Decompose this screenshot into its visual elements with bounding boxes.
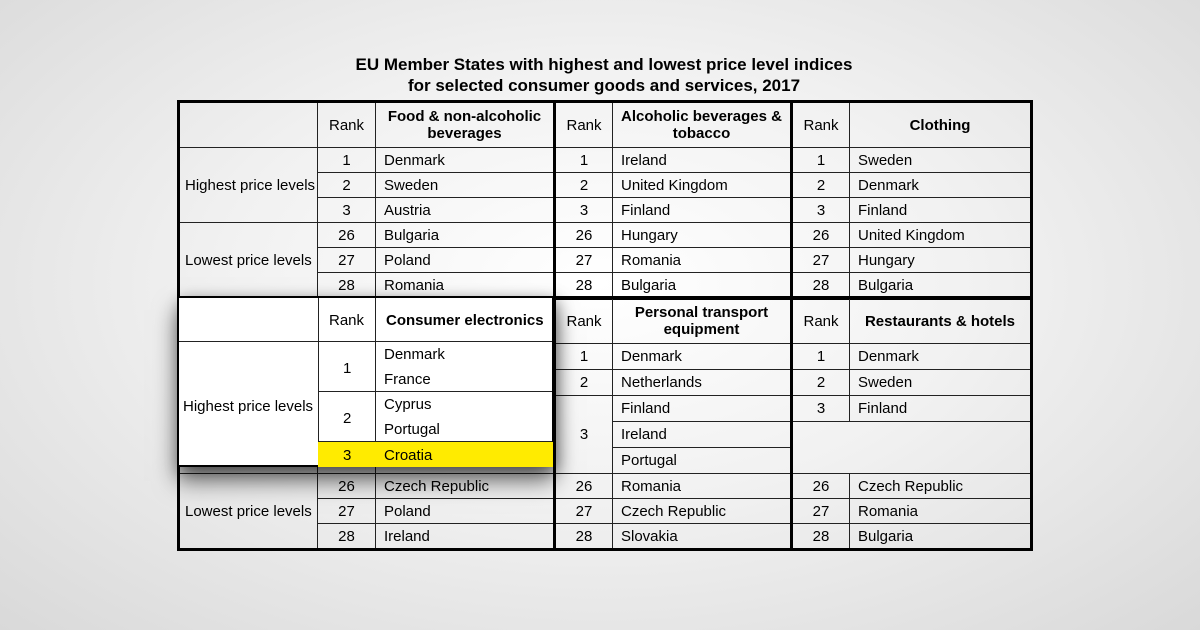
table-row <box>179 148 1032 173</box>
row-group-lowest: Lowest price levels <box>179 223 318 299</box>
rank-cell: 2 <box>792 370 850 396</box>
country-cell: Czech Republic <box>376 474 555 499</box>
country-cell: Sweden <box>850 370 1032 396</box>
country-cell: Portugal <box>613 448 792 474</box>
country-cell: United Kingdom <box>850 223 1032 248</box>
rank-header: Rank <box>792 298 850 344</box>
row-group-lowest: Lowest price levels <box>179 474 318 550</box>
chart-title <box>178 54 1030 96</box>
country-cell: Bulgaria <box>850 273 1032 299</box>
country-cell: Denmark <box>850 344 1032 370</box>
rank-cell: 27 <box>318 248 376 273</box>
category-header-food: Food & non-alcoholic beverages <box>376 102 555 148</box>
country-cell: Poland <box>376 499 555 524</box>
country-cell: Romania <box>376 273 555 299</box>
rank-cell: 2 <box>343 410 352 427</box>
rank-cell: 26 <box>792 223 850 248</box>
empty-cell <box>792 422 1032 474</box>
country-cell: Cyprus <box>384 396 432 413</box>
rank-cell: 2 <box>555 173 613 198</box>
rank-cell: 1 <box>792 148 850 173</box>
country-cell: Finland <box>850 198 1032 223</box>
rank-cell: 26 <box>555 474 613 499</box>
country-cell: Slovakia <box>613 524 792 550</box>
country-cell: Portugal <box>384 421 440 438</box>
country-cell: Sweden <box>850 148 1032 173</box>
consumer-electronics-highlight-panel <box>177 296 554 467</box>
divider <box>375 298 376 465</box>
country-cell: Ireland <box>613 422 792 448</box>
category-header-alcohol: Alcoholic beverages & tobacco <box>613 102 792 148</box>
category-header-electronics: Consumer electronics <box>386 312 544 329</box>
category-header-transport: Personal transport equipment <box>613 298 792 344</box>
rank-cell: 27 <box>792 499 850 524</box>
rank-cell: 26 <box>792 474 850 499</box>
row-group-highest: Highest price levels <box>183 398 314 415</box>
country-cell: Ireland <box>613 148 792 173</box>
country-cell: Czech Republic <box>850 474 1032 499</box>
rank-header: Rank <box>555 298 613 344</box>
rank-cell: 26 <box>318 223 376 248</box>
rank-cell: 1 <box>555 344 613 370</box>
rank-cell: 28 <box>318 524 376 550</box>
divider <box>179 341 552 342</box>
row-group-highest: Highest price levels <box>179 148 318 223</box>
rank-cell: 26 <box>555 223 613 248</box>
rank-cell: 3 <box>318 198 376 223</box>
rank-cell: 28 <box>555 273 613 299</box>
country-cell: Denmark <box>850 173 1032 198</box>
rank-cell: 1 <box>318 148 376 173</box>
country-cell: Austria <box>376 198 555 223</box>
rank-cell: 2 <box>318 173 376 198</box>
rank-header: Rank <box>555 102 613 148</box>
rank-cell: 27 <box>555 499 613 524</box>
rank-cell: 1 <box>343 360 352 377</box>
corner-cell <box>179 102 318 148</box>
country-cell: Netherlands <box>613 370 792 396</box>
country-cell: Romania <box>613 248 792 273</box>
country-cell: Poland <box>376 248 555 273</box>
country-cell: Denmark <box>376 148 555 173</box>
divider <box>318 298 319 465</box>
rank-cell: 3 <box>555 198 613 223</box>
rank-header: Rank <box>329 312 365 329</box>
rank-cell: 2 <box>555 370 613 396</box>
rank-cell: 28 <box>318 273 376 299</box>
rank-cell: 27 <box>792 248 850 273</box>
croatia-highlight <box>318 442 553 467</box>
rank-cell: 3 <box>792 396 850 422</box>
table-row <box>179 223 1032 248</box>
country-cell: Romania <box>613 474 792 499</box>
country-cell-croatia: Croatia <box>384 447 433 464</box>
category-header-clothing: Clothing <box>850 102 1032 148</box>
country-cell: United Kingdom <box>613 173 792 198</box>
rank-cell: 3 <box>343 447 352 464</box>
rank-cell: 2 <box>792 173 850 198</box>
country-cell: Finland <box>613 396 792 422</box>
category-header-restaurants: Restaurants & hotels <box>850 298 1032 344</box>
country-cell: Denmark <box>384 346 445 363</box>
rank-cell: 3 <box>792 198 850 223</box>
rank-header: Rank <box>792 102 850 148</box>
divider <box>318 391 552 392</box>
country-cell: Ireland <box>376 524 555 550</box>
title-line-2: for selected consumer goods and services, 2017 <box>407 76 801 95</box>
country-cell: Romania <box>850 499 1032 524</box>
country-cell: Bulgaria <box>850 524 1032 550</box>
rank-cell: 3 <box>555 396 613 474</box>
rank-cell: 1 <box>555 148 613 173</box>
title-line-1: EU Member States with highest and lowest price level indices <box>355 55 853 74</box>
rank-cell: 27 <box>555 248 613 273</box>
country-cell: Denmark <box>613 344 792 370</box>
rank-header: Rank <box>318 102 376 148</box>
country-cell: France <box>384 371 431 388</box>
country-cell: Sweden <box>376 173 555 198</box>
rank-cell: 1 <box>792 344 850 370</box>
top-ranking-table <box>177 100 1033 300</box>
country-cell: Hungary <box>613 223 792 248</box>
country-cell: Finland <box>850 396 1032 422</box>
rank-cell: 28 <box>792 273 850 299</box>
rank-cell: 26 <box>318 474 376 499</box>
country-cell: Czech Republic <box>613 499 792 524</box>
table-row <box>179 474 1032 499</box>
country-cell: Bulgaria <box>613 273 792 299</box>
rank-cell: 27 <box>318 499 376 524</box>
rank-cell: 28 <box>792 524 850 550</box>
country-cell: Hungary <box>850 248 1032 273</box>
country-cell: Finland <box>613 198 792 223</box>
country-cell: Bulgaria <box>376 223 555 248</box>
rank-cell: 28 <box>555 524 613 550</box>
